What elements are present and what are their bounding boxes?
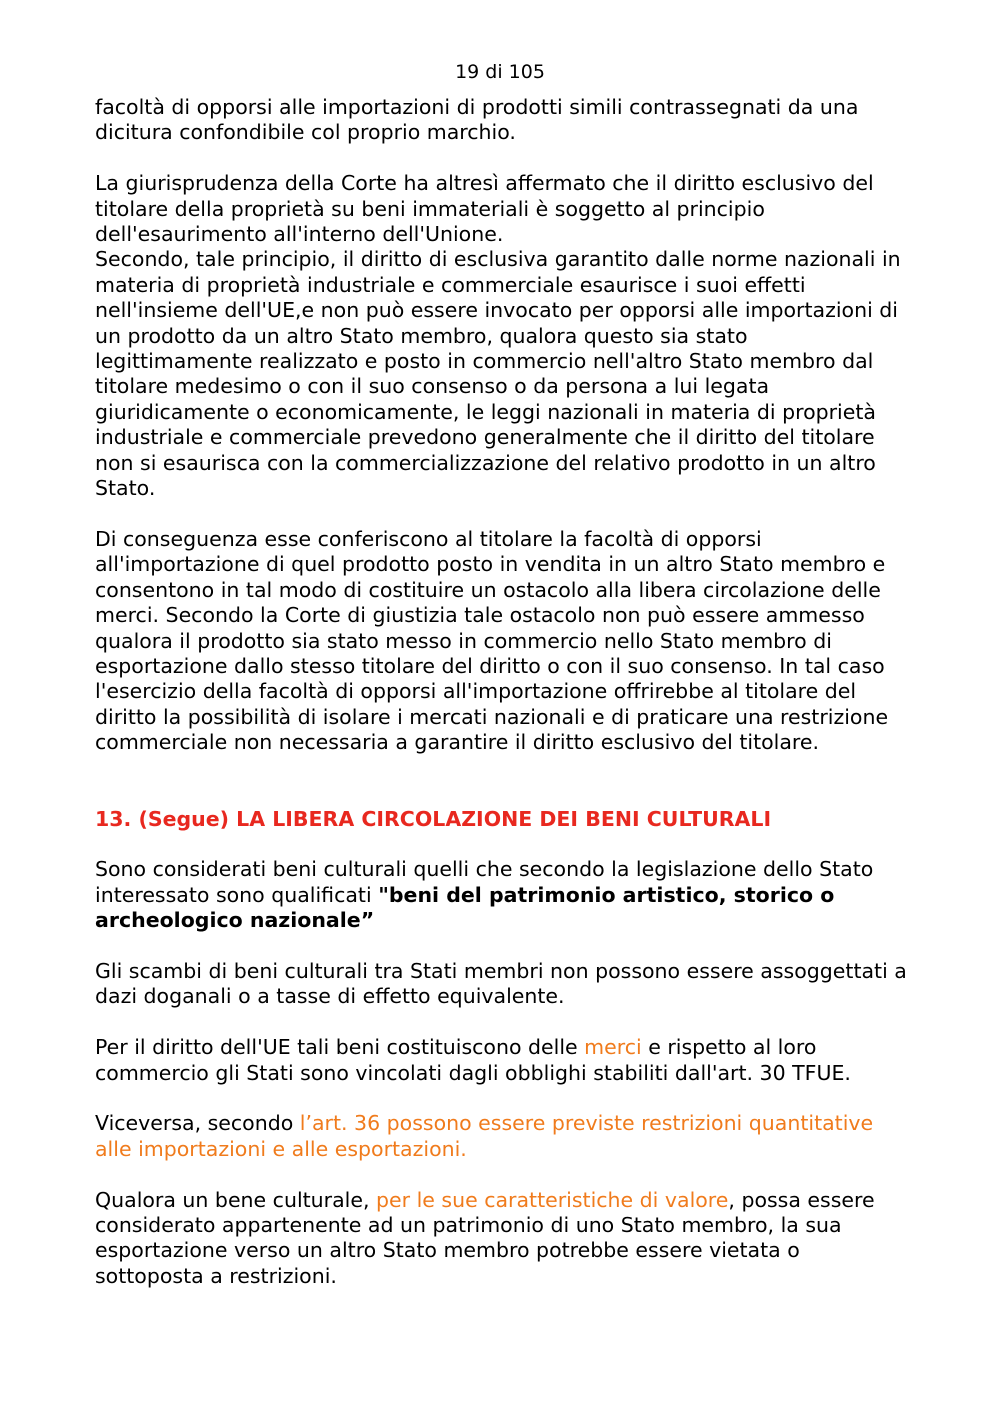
paragraph-7-text-before: Per il diritto dell'UE tali beni costituiscono delle (95, 1035, 585, 1060)
paragraph-5-text: Sono considerati beni culturali quelli che secondo la legislazione dello Stato interessato sono qualificati (95, 857, 874, 907)
paragraph-8-highlight: l’art. 36 possono essere previste restrizioni quantitative alle importazioni e alle esportazioni. (95, 1111, 874, 1161)
paragraph-5 (95, 857, 910, 933)
paragraph-9-text-after: , possa essere considerato appartenente ad un patrimonio di uno Stato membro, la sua esportazione verso un altro Stato membro potrebbe essere vietata o sottoposta a restrizioni. (95, 1187, 875, 1288)
paragraph-6: Gli scambi di beni culturali tra Stati membri non possono essere assoggettati a dazi doganali o a tasse di effetto equivalente. (95, 958, 907, 1009)
paragraph-3: Secondo, tale principio, il diritto di esclusiva garantito dalle norme nazionali in materia di proprietà industriale e commerciale esaurisce i suoi effetti nell'insieme dell'UE,e non può essere invocato per opporsi alle importazioni di un prodotto da un altro Stato membro, qualora questo sia stato legittimamente realizzato e posto in commercio nell'altro Stato membro dal titolare medesimo o con il suo consenso o da persona a lui legata giuridicamente o economicamente, le leggi nazionali in materia di proprietà industriale e commerciale prevedono generalmente che il diritto del titolare non si esaurisca con la commercializzazione del relativo prodotto in un altro Stato. (95, 247, 901, 501)
section-heading: 13. (Segue) LA LIBERA CIRCOLAZIONE DEI BENI CULTURALI (95, 806, 772, 831)
paragraph-7-highlight: merci (584, 1035, 642, 1060)
paragraph-5-bold: "beni del patrimonio artistico, storico o archeologico nazionale” (95, 882, 835, 933)
page-number: 19 di 105 (455, 61, 545, 83)
paragraph-1: facoltà di opporsi alle importazioni di prodotti simili contrassegnati da una dicitura confondibile col proprio marchio. (95, 95, 859, 145)
paragraph-9-text-before: Qualora un bene culturale, (95, 1187, 377, 1212)
paragraph-9-highlight: per le sue caratteristiche di valore (376, 1187, 729, 1212)
paragraph-9 (95, 1188, 910, 1290)
paragraph-7 (95, 1035, 910, 1086)
paragraph-8-text-before: Viceversa, secondo (95, 1111, 300, 1136)
page-content (95, 95, 910, 1289)
paragraph-8 (95, 1111, 910, 1162)
paragraph-7-text-after: e rispetto al loro commercio gli Stati sono vincolati dagli obblighi stabiliti dall'art. 30 TFUE. (95, 1035, 851, 1085)
paragraph-2: La giurisprudenza della Corte ha altresì affermato che il diritto esclusivo del titolare della proprietà su beni immateriali è soggetto al principio dell'esaurimento all'interno dell'Unione. (95, 171, 874, 247)
paragraph-4: Di conseguenza esse conferiscono al titolare la facoltà di opporsi all'importazione di quel prodotto posto in vendita in un altro Stato membro e consentono in tal modo di costituire un ostacolo alla libera circolazione delle merci. Secondo la Corte di giustizia tale ostacolo non può essere ammesso qualora il prodotto sia stato messo in commercio nello Stato membro di esportazione dallo stesso titolare del diritto o con il suo consenso. In tal caso l'esercizio della facoltà di opporsi all'importazione offrirebbe al titolare del diritto la possibilità di isolare i mercati nazionali e di praticare una restrizione commerciale non necessaria a garantire il diritto esclusivo del titolare. (95, 526, 889, 755)
